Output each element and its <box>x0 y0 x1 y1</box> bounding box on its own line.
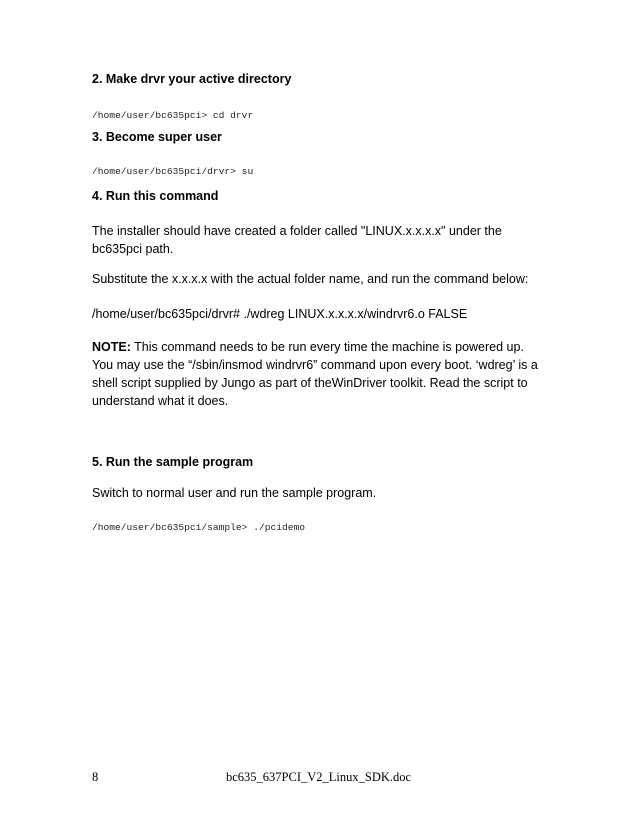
step-2-heading: 2. Make drvr your active directory <box>92 72 292 86</box>
step-5-command: /home/user/bc635pci/sample> ./pcidemo <box>92 522 306 533</box>
note-paragraph <box>92 338 538 410</box>
footer-filename: bc635_637PCI_V2_Linux_SDK.doc <box>226 770 412 784</box>
step-5-heading: 5. Run the sample program <box>92 455 254 469</box>
note-line-3: shell script supplied by Jungo as part of theWinDriver toolkit. Read the script to <box>92 376 528 390</box>
note-line-4: understand what it does. <box>92 394 229 408</box>
installer-folder-paragraph <box>92 222 532 258</box>
installer-paragraph-line-2: bc635pci path. <box>92 242 174 256</box>
note-label: NOTE: <box>92 340 131 354</box>
step-4-heading: 4. Run this command <box>92 189 219 203</box>
substitute-paragraph: Substitute the x.x.x.x with the actual folder name, and run the command below: <box>92 272 529 286</box>
note-line-1 <box>92 338 532 356</box>
footer-page-number: 8 <box>92 770 99 784</box>
note-line-2: You may use the “/sbin/insmod windrvr6” command upon every boot. ‘wdreg’ is a <box>92 358 538 372</box>
step-3-command: /home/user/bc635pci/drvr> su <box>92 166 254 177</box>
step-2-command: /home/user/bc635pci> cd drvr <box>92 110 254 121</box>
note-line-1-text: This command needs to be run every time the machine is powered up. <box>130 340 524 354</box>
step-3-heading: 3. Become super user <box>92 130 222 144</box>
wdreg-command-line: /home/user/bc635pci/drvr# ./wdreg LINUX.x.x.x.x/windrvr6.o FALSE <box>92 307 468 321</box>
step-5-paragraph: Switch to normal user and run the sample program. <box>92 486 377 500</box>
installer-paragraph-line-1: The installer should have created a folder called "LINUX.x.x.x.x" under the <box>92 224 502 238</box>
